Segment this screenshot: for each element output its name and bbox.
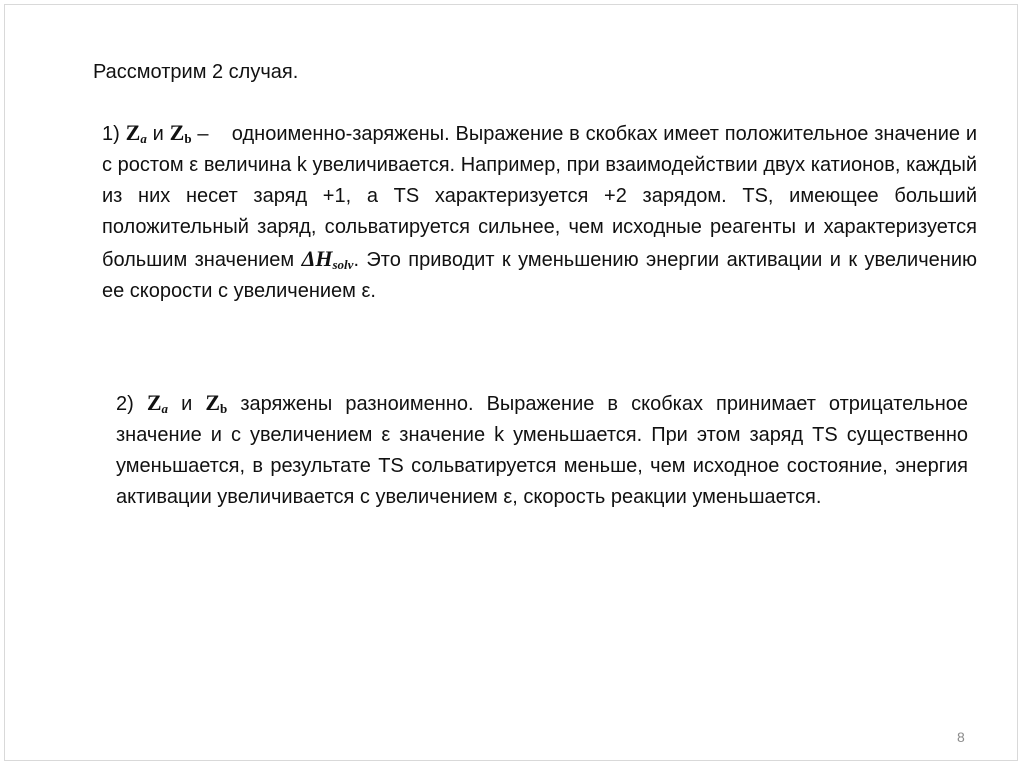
z-b-symbol: $Z_b$ (169, 120, 192, 146)
slide-heading: Рассмотрим 2 случая. (93, 61, 299, 83)
z-b-symbol: $Z_b$ (205, 390, 228, 416)
case-2-conjunction: и (181, 393, 193, 415)
case-2-paragraph (116, 387, 968, 513)
page-number: 8 (957, 729, 965, 745)
slide (4, 4, 1018, 761)
delta-h-solv-symbol: $\Delta H_{solv}$ (301, 246, 354, 272)
case-2-number: 2) (116, 393, 134, 415)
case-1-conjunction: и (152, 123, 164, 145)
case-1-number: 1) (102, 123, 120, 145)
case-1-text-end: . Это приводит к уменьшению энергии активации и к увеличению ее скорости с увеличением ε. (102, 249, 977, 302)
z-a-symbol: $Z_a$ (146, 390, 169, 416)
case-1-paragraph (102, 117, 977, 307)
case-2-text: заряжены разноименно. Выражение в скобках принимает отрицательное значение и с увеличением ε значение k уменьшается. При этом заряд TS существенно уменьшается, в результате TS сольватируется меньше, чем исходное состояние, энергия активации увеличивается с увеличением ε, скорость реакции уменьшается. (116, 393, 968, 508)
z-a-symbol: $Z_a$ (125, 120, 147, 146)
case-1-text: одноименно-заряжены. Выражение в скобках имеет положительное значение и с ростом ε величина k увеличивается. Например, при взаимодействии двух катионов, каждый из них несет заряд +1, а TS характеризуется +2 зарядом. TS, имеющее больший положительный заряд, сольватируется сильнее, чем исходные реагенты и характеризуется большим значением (102, 123, 978, 271)
case-1-dash: – (197, 123, 209, 145)
